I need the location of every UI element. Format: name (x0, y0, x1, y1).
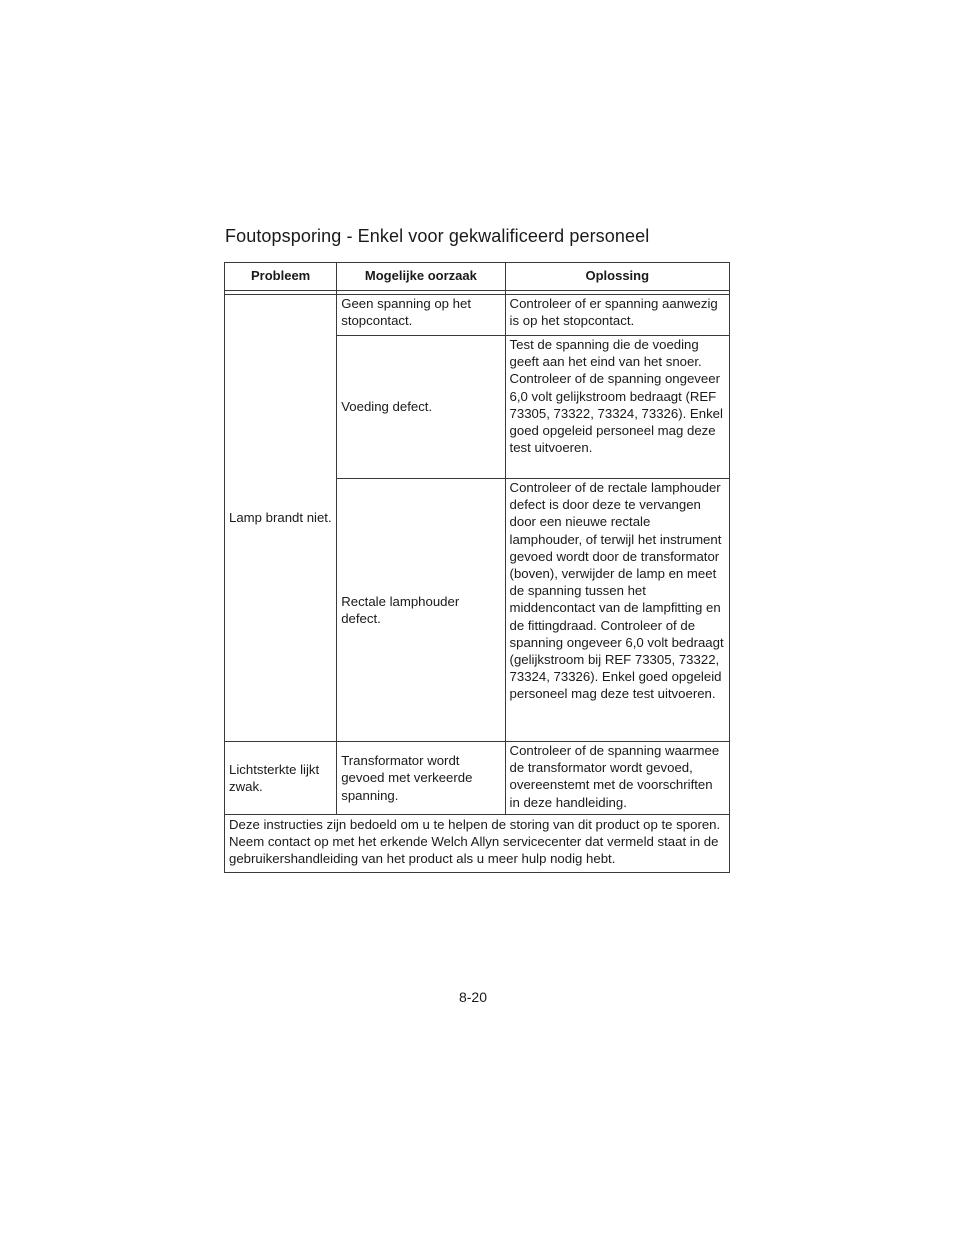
table-footnote-row (225, 815, 730, 873)
solution-cell: Controleer of de spanning waarmee de transformator wordt gevoed, overeenstemt met de voorschriften in deze handleiding. (505, 742, 729, 815)
cause-cell: Rectale lamphouder defect. (337, 479, 505, 742)
cause-cell: Voeding defect. (337, 336, 505, 479)
problem-weak-light: Lichtsterkte lijkt zwak. (225, 742, 337, 815)
header-cause: Mogelijke oorzaak (337, 263, 505, 291)
solution-cell: Controleer of er spanning aanwezig is op het stopcontact. (505, 295, 729, 336)
footnote: Deze instructies zijn bedoeld om u te helpen de storing van dit product op te sporen. Neem contact op met het erkende Welch Allyn servicecenter dat vermeld staat in de gebruikershandleiding van het product als u meer hulp nodig hebt. (225, 815, 730, 873)
table-header-row (225, 263, 730, 291)
problem-lamp-not-lit: Lamp brandt niet. (225, 295, 337, 742)
troubleshooting-table (224, 262, 730, 873)
page-number: 8-20 (458, 989, 488, 1005)
solution-cell: Controleer of de rectale lamphouder defect is door deze te vervangen door een nieuwe rectale lamphouder, of terwijl het instrument gevoed wordt door de transformator (boven), verwijder de lamp en meet de spanning tussen het middencontact van de lampfitting en de fittingdraad. Controleer of de spanning ongeveer 6,0 volt bedraagt (gelijkstroom bij REF 73305, 73322, 73324, 73326). Enkel goed opgeleid personeel mag deze test uitvoeren. (505, 479, 729, 742)
header-solution: Oplossing (505, 263, 729, 291)
solution-cell: Test de spanning die de voeding geeft aan het eind van het snoer. Controleer of de spanning ongeveer 6,0 volt gelijkstroom bedraagt (REF 73305, 73322, 73324, 73326). Enkel goed opgeleid personeel mag deze test uitvoeren. (505, 336, 729, 479)
page-title: Foutopsporing - Enkel voor gekwalificeerd personeel (225, 226, 650, 246)
cause-cell: Transformator wordt gevoed met verkeerde spanning. (337, 742, 505, 815)
header-problem: Probleem (225, 263, 337, 291)
table-row (225, 742, 730, 815)
table-row (225, 295, 730, 336)
cause-cell: Geen spanning op het stopcontact. (337, 295, 505, 336)
